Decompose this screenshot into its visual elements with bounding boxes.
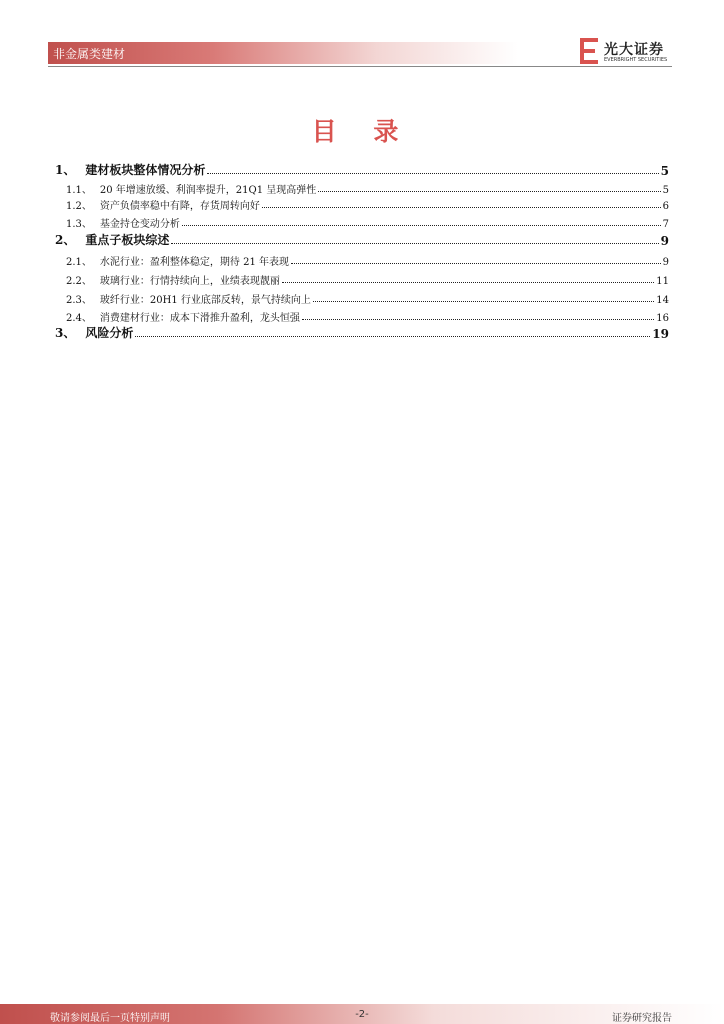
footer-bar <box>0 1004 724 1024</box>
toc-entry-title: 玻璃行业：行情持续向上，业绩表现靓丽 <box>99 276 280 287</box>
toc-entry-number: 2、 <box>55 233 76 247</box>
toc-leader-dots <box>313 301 654 302</box>
toc-leader-dots <box>207 173 658 174</box>
logo-name-en: EVERBRIGHT SECURITIES <box>604 57 668 63</box>
toc-entry-title: 建材板块整体情况分析 <box>85 163 206 177</box>
toc-entry-page: 7 <box>662 219 669 230</box>
section-label: 非金属类建材 <box>53 47 126 61</box>
toc-entry-number: 1、 <box>55 163 76 177</box>
toc-leader-dots <box>171 243 658 244</box>
section-tab <box>48 42 518 64</box>
logo-name-cn: 光大证券 <box>604 42 664 58</box>
toc-entry[interactable] <box>66 250 669 268</box>
toc-entry-title: 水泥行业：盈利整体稳定，期待 21 年表现 <box>99 257 289 268</box>
footer-disclaimer: 敬请参阅最后一页特别声明 <box>50 1013 170 1024</box>
toc-leader-dots <box>182 225 661 226</box>
toc-entry-page: 11 <box>656 276 669 287</box>
toc-entry-number: 1.2、 <box>66 201 92 212</box>
toc-entry-page: 16 <box>656 313 669 324</box>
toc-leader-dots <box>302 319 654 320</box>
toc-entry-title: 消费建材行业：成本下滑推升盈利，龙头恒强 <box>99 313 300 324</box>
toc-leader-dots <box>291 263 661 264</box>
toc-entry-page: 9 <box>660 234 669 248</box>
toc-entry-title: 基金持仓变动分析 <box>99 219 180 230</box>
toc-entry-page: 6 <box>662 201 669 212</box>
toc-entry-page: 5 <box>660 164 669 178</box>
toc-leader-dots <box>262 207 661 208</box>
toc-entry-title: 玻纤行业：20H1 行业底部反转，景气持续向上 <box>99 295 311 306</box>
toc-entry-title: 重点子板块综述 <box>85 233 170 247</box>
toc-entry-number: 2.4、 <box>66 313 92 324</box>
footer-report-type: 证券研究报告 <box>612 1013 672 1024</box>
toc-entry-number: 2.3、 <box>66 295 92 306</box>
toc-entry-page: 19 <box>652 327 669 341</box>
toc-title: 目 录 <box>311 117 413 146</box>
toc-entry-title: 20 年增速放缓、利润率提升，21Q1 呈现高弹性 <box>99 185 317 196</box>
toc-entry-number: 1.1、 <box>66 185 92 196</box>
toc-entry-number: 2.1、 <box>66 257 92 268</box>
toc-entry-page: 9 <box>662 257 669 268</box>
toc-entry[interactable] <box>55 160 669 178</box>
toc-entry-page: 5 <box>662 185 669 196</box>
everbright-logo-icon <box>580 38 600 64</box>
toc-entry-title: 资产负债率稳中有降，存货周转向好 <box>99 201 260 212</box>
header-divider <box>48 66 672 67</box>
toc-entry[interactable] <box>66 269 669 287</box>
toc-entry[interactable] <box>66 212 669 230</box>
everbright-logo <box>580 38 672 66</box>
toc-entry-number: 2.2、 <box>66 276 92 287</box>
toc-entry[interactable] <box>55 323 669 341</box>
toc-leader-dots <box>282 282 654 283</box>
toc-leader-dots <box>135 336 650 337</box>
toc-entry-number: 1.3、 <box>66 219 92 230</box>
toc-entry[interactable] <box>55 230 669 248</box>
toc-entry[interactable] <box>66 306 669 324</box>
toc-entry[interactable] <box>66 288 669 306</box>
toc-entry-page: 14 <box>656 295 669 306</box>
toc-leader-dots <box>318 191 660 192</box>
toc-entry-number: 3、 <box>55 326 76 340</box>
toc-entry[interactable] <box>66 194 669 212</box>
page-number: -2- <box>355 1009 369 1020</box>
toc-entry-title: 风险分析 <box>85 326 134 340</box>
